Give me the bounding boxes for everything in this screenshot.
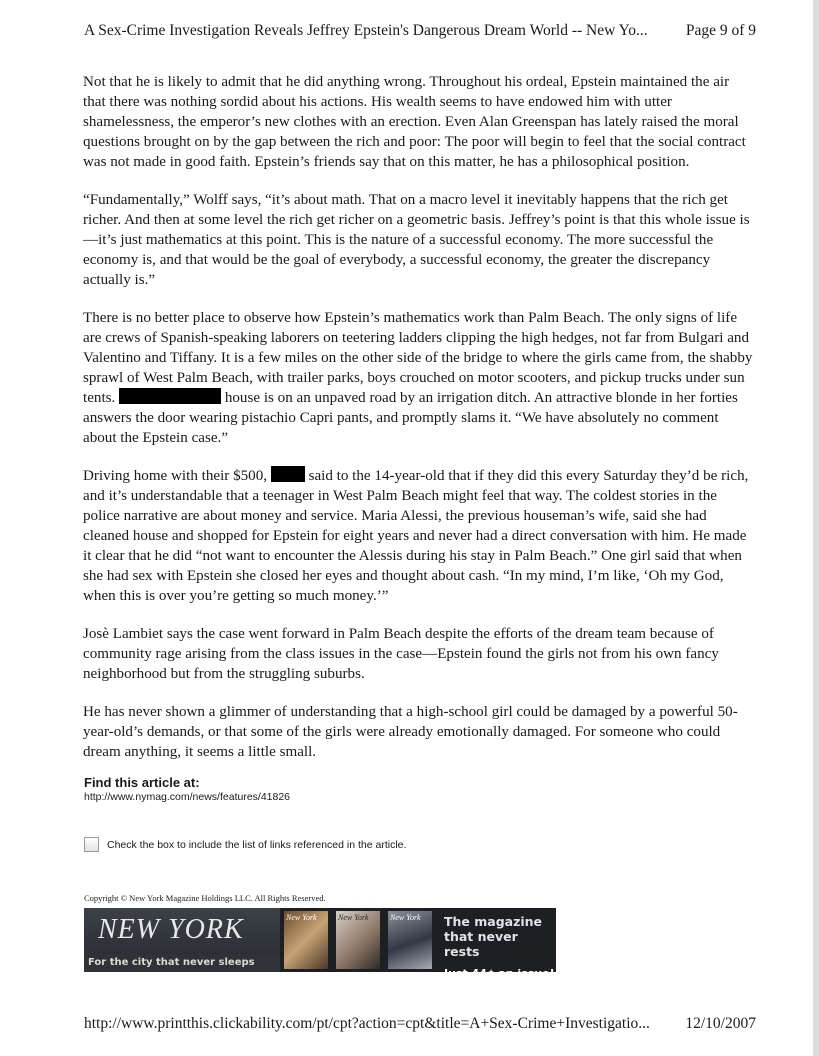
paragraph (83, 308, 755, 448)
article-url-link[interactable]: http://www.nymag.com/news/features/41826 (84, 791, 291, 803)
include-links-checkbox[interactable] (84, 837, 99, 852)
cover-masthead: New York (286, 913, 317, 922)
paragraph-text: house is on an unpaved road by an irrigation ditch. An attractive blonde in her forties answers the door wearing pistachio Capri pants, and promptly slams it. “We have absolutely no comment about the Epstein case.” (83, 390, 738, 446)
copyright-notice: Copyright © New York Magazine Holdings LLC. All Rights Reserved. (84, 893, 326, 903)
promo-line: that never rests (444, 929, 518, 959)
magazine-cover-image (284, 911, 328, 969)
paragraph-text: Josè Lambiet says the case went forward in Palm Beach despite the efforts of the dream team because of community rage arising from the class issues in the case—Epstein found the girls not from his own fancy neighborhood but from the struggling suburbs. (83, 626, 719, 682)
promo-line: The magazine (444, 914, 543, 929)
magazine-cover-image (336, 911, 380, 969)
paragraph-text: said to the 14-year-old that if they did this every Saturday they’d be rich, and it’s understandable that a teenager in West Palm Beach might feel that way. The coldest stories in the police narrative are about money and service. Maria Alessi, the previous houseman’s wife, said she had cleaned house and shopped for Epstein for eight years and never had a direct conversation with him. He made it clear that he did “not want to encounter the Alessis during his stay in Palm Beach.” One girl said that when she had sex with Epstein she closed her eyes and thought about cash. “In my mind, I’m like, ‘Oh my God, when this is over you’re getting so much money.’” (83, 468, 749, 604)
paragraph-text: Not that he is likely to admit that he did anything wrong. Throughout his ordeal, Epstein maintained the air that there was nothing sordid about his actions. His wealth seems to have endowed him with utter shamelessness, the emperor’s new clothes with an erection. Even Alan Greenspan has lately raised the moral questions brought on by the gap between the rich and poor: The poor will begin to feel that the social contract was not made in good faith. Epstein’s friends say that on this matter, he has a philosophical position. (83, 74, 746, 170)
redaction-bar (271, 466, 305, 482)
print-date: 12/10/2007 (685, 1015, 756, 1032)
paragraph (83, 190, 755, 290)
paragraph-text: Driving home with their $500, (83, 468, 271, 484)
paragraph (83, 72, 755, 172)
source-url: http://www.printthis.clickability.com/pt/cpt?action=cpt&title=A+Sex-Crime+Investigatio... (84, 1015, 650, 1032)
logo-wordmark: NEW YORK (98, 914, 244, 945)
magazine-covers (280, 908, 436, 972)
cover-masthead: New York (390, 913, 421, 922)
paragraph-text: He has never shown a glimmer of understanding that a high-school girl could be damaged by a powerful 50-year-old’s demands, or that some of the girls were already emotionally damaged. For someone who could dream anything, it seems a little small. (83, 704, 738, 760)
logo-tagline: For the city that never sleeps (84, 954, 280, 972)
article-body (83, 72, 755, 780)
include-links-row (84, 837, 406, 852)
find-article-heading: Find this article at: (84, 775, 200, 790)
page-header (84, 22, 756, 40)
scan-edge (813, 0, 819, 1056)
paragraph (83, 702, 755, 762)
paragraph (83, 624, 755, 684)
paragraph-text: There is no better place to observe how Epstein’s mathematics work than Palm Beach. The only signs of life are crews of Spanish-speaking laborers on teetering ladders clipping the high hedges, not far from Bulgari and Valentino and Tiffany. It is a few miles on the other side of the bridge to where the girls came from, the shabby sprawl of West Palm Beach, with trailer parks, boys crouched on motor scooters, and pickup trucks under sun tents. (83, 310, 753, 406)
magazine-cover-image (388, 911, 432, 969)
redaction-bar (119, 388, 221, 404)
paragraph (83, 466, 755, 606)
include-links-label: Check the box to include the list of links referenced in the article. (107, 838, 407, 851)
promo-price: Just 44¢ an issue! (444, 967, 555, 980)
paragraph-text: “Fundamentally,” Wolff says, “it’s about math. That on a macro level it inevitably happens that the rich get richer. And then at some level the rich get richer on a geometric basis. Jeffrey’s point is that this whole issue is—it’s just mathematics at this point. This is the nature of a successful economy. The more successful the economy is, and that would be the goal of everybody, a successful economy, the greater the discrepancy actually is.” (83, 192, 750, 288)
promo-text (436, 908, 556, 980)
subscription-banner[interactable] (84, 908, 556, 980)
cover-masthead: New York (338, 913, 369, 922)
page-number: Page 9 of 9 (685, 22, 756, 39)
new-york-logo (84, 908, 280, 972)
page-footer (84, 1015, 756, 1033)
page-title: A Sex-Crime Investigation Reveals Jeffrey Epstein's Dangerous Dream World -- New Yo... (84, 22, 648, 39)
